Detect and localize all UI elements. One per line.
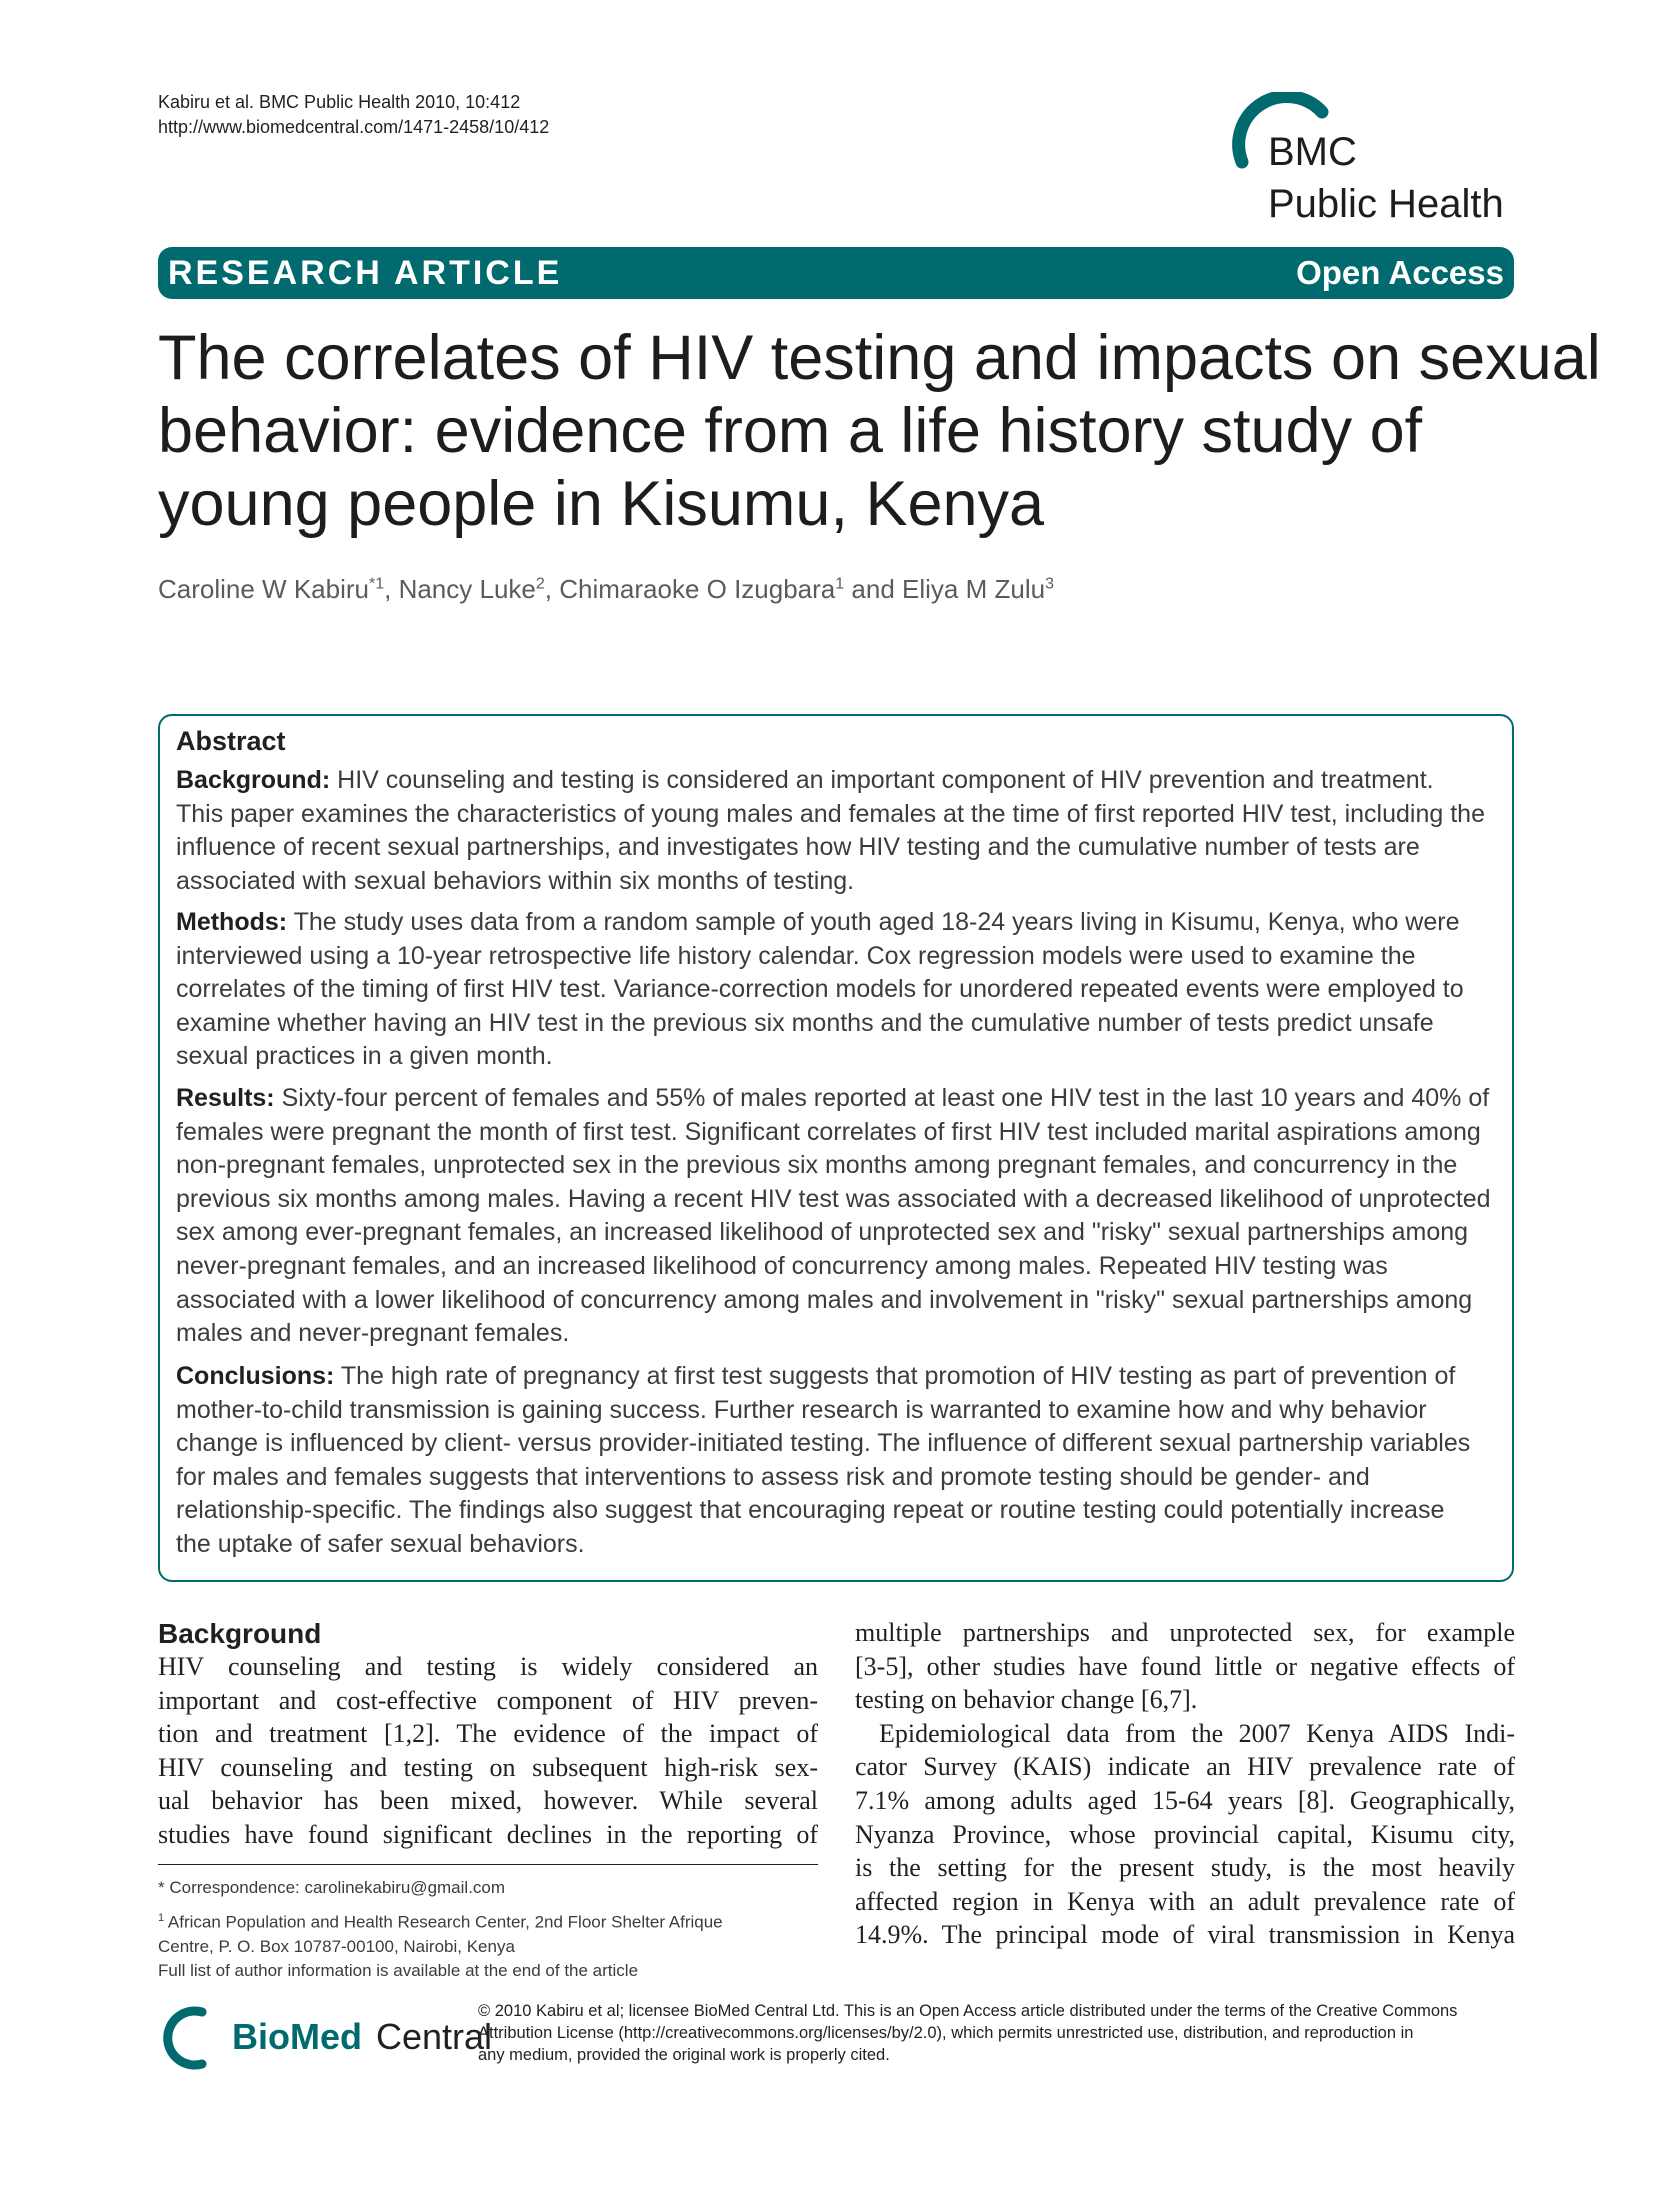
abstract-line: interviewed using a 10-year retrospective life history calendar. Cox regression models were used to examine the (176, 941, 1416, 970)
journal-logo-bmc: BMC (1268, 130, 1357, 174)
body-line: multiple partnerships and unprotected sex, for example (855, 1618, 1515, 1647)
license-line: any medium, provided the original work is properly cited. (478, 2046, 890, 2064)
author-name: Nancy Luke (398, 574, 536, 604)
body-line: 7.1% among adults aged 15-64 years [8]. Geographically, (855, 1785, 1515, 1815)
affiliation-mark: 1 (158, 1912, 165, 1924)
body-line: tion and treatment [1,2]. The evidence of the impact of (158, 1719, 818, 1749)
abstract-conclusions-label: Conclusions: (176, 1362, 335, 1390)
abstract-line: examine whether having an HIV test in the previous six months and the cumulative number of tests predict unsafe (176, 1008, 1434, 1037)
article-title (158, 322, 1601, 541)
biomed-logo-regular: Central (376, 2016, 493, 2057)
author-affiliation-mark: 2 (535, 575, 545, 593)
affiliation-text: Centre, P. O. Box 10787-00100, Nairobi, Kenya (158, 1936, 515, 1956)
section-heading-background: Background (158, 1618, 322, 1649)
author-conjunction: and (851, 574, 895, 604)
abstract-line: sex among ever-pregnant females, an increased likelihood of unprotected sex and "risky" sexual partnerships among (176, 1218, 1469, 1247)
abstract-line: The study uses data from a random sample of youth aged 18-24 years living in Kisumu, Kenya, who were (287, 908, 1460, 936)
author-list: Caroline W Kabiru$^{*1}$, Nancy Luke$^2$, Chimaraoke O Izugbara$^1$ and Eliya M Zulu$^3$ (158, 574, 1054, 604)
biomed-logo-bold: BioMed (232, 2016, 362, 2057)
abstract-heading: Abstract (176, 726, 286, 756)
title-line: young people in Kisumu, Kenya (158, 469, 1045, 539)
abstract-line: males and never-pregnant females. (176, 1319, 570, 1348)
license-notice (478, 2000, 1457, 2066)
abstract-line: The high rate of pregnancy at first test suggests that promotion of HIV testing as part of prevention of (334, 1362, 1456, 1390)
article-type-label: RESEARCH ARTICLE (168, 254, 563, 292)
abstract-methods (176, 906, 1506, 1074)
body-line: studies have found significant declines in the reporting of (158, 1819, 818, 1849)
abstract-line: the uptake of safer sexual behaviors. (176, 1529, 585, 1558)
abstract-background (176, 764, 1506, 898)
body-line: HIV counseling and testing on subsequent high-risk sex- (158, 1752, 818, 1782)
body-line: Epidemiological data from the 2007 Kenya AIDS Indi- (879, 1718, 1515, 1748)
citation-url[interactable]: http://www.biomedcentral.com/1471-2458/10/412 (158, 117, 550, 137)
body-line: testing on behavior change [6,7]. (855, 1685, 1198, 1715)
title-line: The correlates of HIV testing and impacts on sexual (158, 323, 1601, 393)
abstract-line: previous six months among males. Having a recent HIV test was associated with a decreased likelihood of unprotected (176, 1184, 1491, 1213)
abstract-line: Sixty-four percent of females and 55% of males reported at least one HIV test in the last 10 years and 40% of (274, 1084, 1490, 1112)
abstract-line: females were pregnant the month of first test. Significant correlates of first HIV test included marital aspirations among (176, 1117, 1481, 1146)
author-affiliation-mark: 3 (1045, 575, 1054, 593)
journal-logo-name: Public Health (1268, 182, 1504, 226)
open-access-label: Open Access (1296, 254, 1504, 291)
abstract-line: influence of recent sexual partnerships, and investigates how HIV testing and the cumulative number of tests are (176, 833, 1420, 862)
abstract-results-label: Results: (176, 1084, 275, 1112)
author-name: Eliya M Zulu (902, 574, 1046, 604)
body-line: important and cost-effective component of HIV preven- (158, 1685, 818, 1715)
body-column-right (855, 1616, 1515, 1952)
abstract-line: This paper examines the characteristics of young males and females at the time of first reported HIV test, including the (176, 799, 1485, 828)
abstract-line: correlates of the timing of first HIV test. Variance-correction models for unordered repeated events were employed to (176, 975, 1464, 1004)
biomed-logo-circle-icon (158, 2006, 228, 2070)
body-line: [3-5], other studies have found little or negative effects of (855, 1651, 1515, 1681)
license-line: Attribution License (http://creativecommons.org/licenses/by/2.0), which permits unrestricted use, distribution, and reproduction in (478, 2024, 1414, 2042)
abstract-results (176, 1082, 1506, 1351)
body-line: cator Survey (KAIS) indicate an HIV prevalence rate of (855, 1752, 1515, 1782)
footnote-divider (158, 1864, 818, 1865)
abstract-line: non-pregnant females, unprotected sex in the previous six months among pregnant females, and concurrency in the (176, 1151, 1458, 1180)
full-author-info-note: Full list of author information is available at the end of the article (158, 1960, 639, 1980)
affiliation-text: African Population and Health Research Center, 2nd Floor Shelter Afrique (164, 1912, 723, 1932)
abstract-line: relationship-specific. The findings also suggest that encouraging repeat or routine testing could potentially increase (176, 1496, 1445, 1525)
correspondence-note: * Correspondence: carolinekabiru@gmail.com (158, 1878, 506, 1897)
body-line: affected region in Kenya with an adult prevalence rate of (855, 1886, 1515, 1916)
abstract-methods-label: Methods: (176, 908, 288, 936)
abstract-line: never-pregnant females, and an increased likelihood of concurrency among males. Repeated HIV testing was (176, 1251, 1388, 1280)
abstract-line: for males and females suggests that interventions to assess risk and promote testing should be gender- and (176, 1462, 1370, 1491)
abstract-conclusions (176, 1360, 1506, 1562)
author-affiliation-mark: *1 (368, 575, 385, 593)
author-affiliation-mark: 1 (835, 575, 845, 593)
citation-line-1: Kabiru et al. BMC Public Health 2010, 10:412 (158, 92, 521, 112)
abstract-line: change is influenced by client- versus provider-initiated testing. The influence of different sexual partnership variables (176, 1429, 1471, 1458)
abstract-box (158, 714, 1514, 1582)
body-line: ual behavior has been mixed, however. While several (158, 1786, 818, 1816)
footnotes (158, 1876, 723, 1983)
abstract-line: sexual practices in a given month. (176, 1042, 553, 1071)
article-type-banner (158, 247, 1514, 299)
abstract-line: associated with a lower likelihood of concurrency among males and involvement in "risky" sexual partnerships among (176, 1285, 1473, 1314)
body-line: is the setting for the present study, is the most heavily (855, 1853, 1515, 1883)
body-line: Nyanza Province, whose provincial capital, Kisumu city, (855, 1819, 1515, 1849)
author-name: Caroline W Kabiru (158, 574, 369, 604)
license-line: © 2010 Kabiru et al; licensee BioMed Central Ltd. This is an Open Access article distributed under the terms of the Creative Commons (478, 2002, 1458, 2020)
title-line: behavior: evidence from a life history study of (158, 396, 1423, 466)
citation (158, 90, 549, 140)
journal-logo (1222, 92, 1522, 232)
abstract-line: associated with sexual behaviors within six months of testing. (176, 866, 855, 895)
abstract-line: mother-to-child transmission is gaining success. Further research is warranted to examine how and why behavior (176, 1395, 1427, 1424)
body-column-left (158, 1650, 818, 1852)
abstract-line: HIV counseling and testing is considered an important component of HIV prevention and treatment. (330, 766, 1434, 794)
abstract-background-label: Background: (176, 766, 331, 794)
body-line: 14.9%. The principal mode of viral transmission in Kenya (855, 1920, 1515, 1950)
biomed-central-logo (158, 2006, 493, 2070)
body-line: HIV counseling and testing is widely considered an (158, 1652, 818, 1681)
author-name: Chimaraoke O Izugbara (559, 574, 836, 604)
